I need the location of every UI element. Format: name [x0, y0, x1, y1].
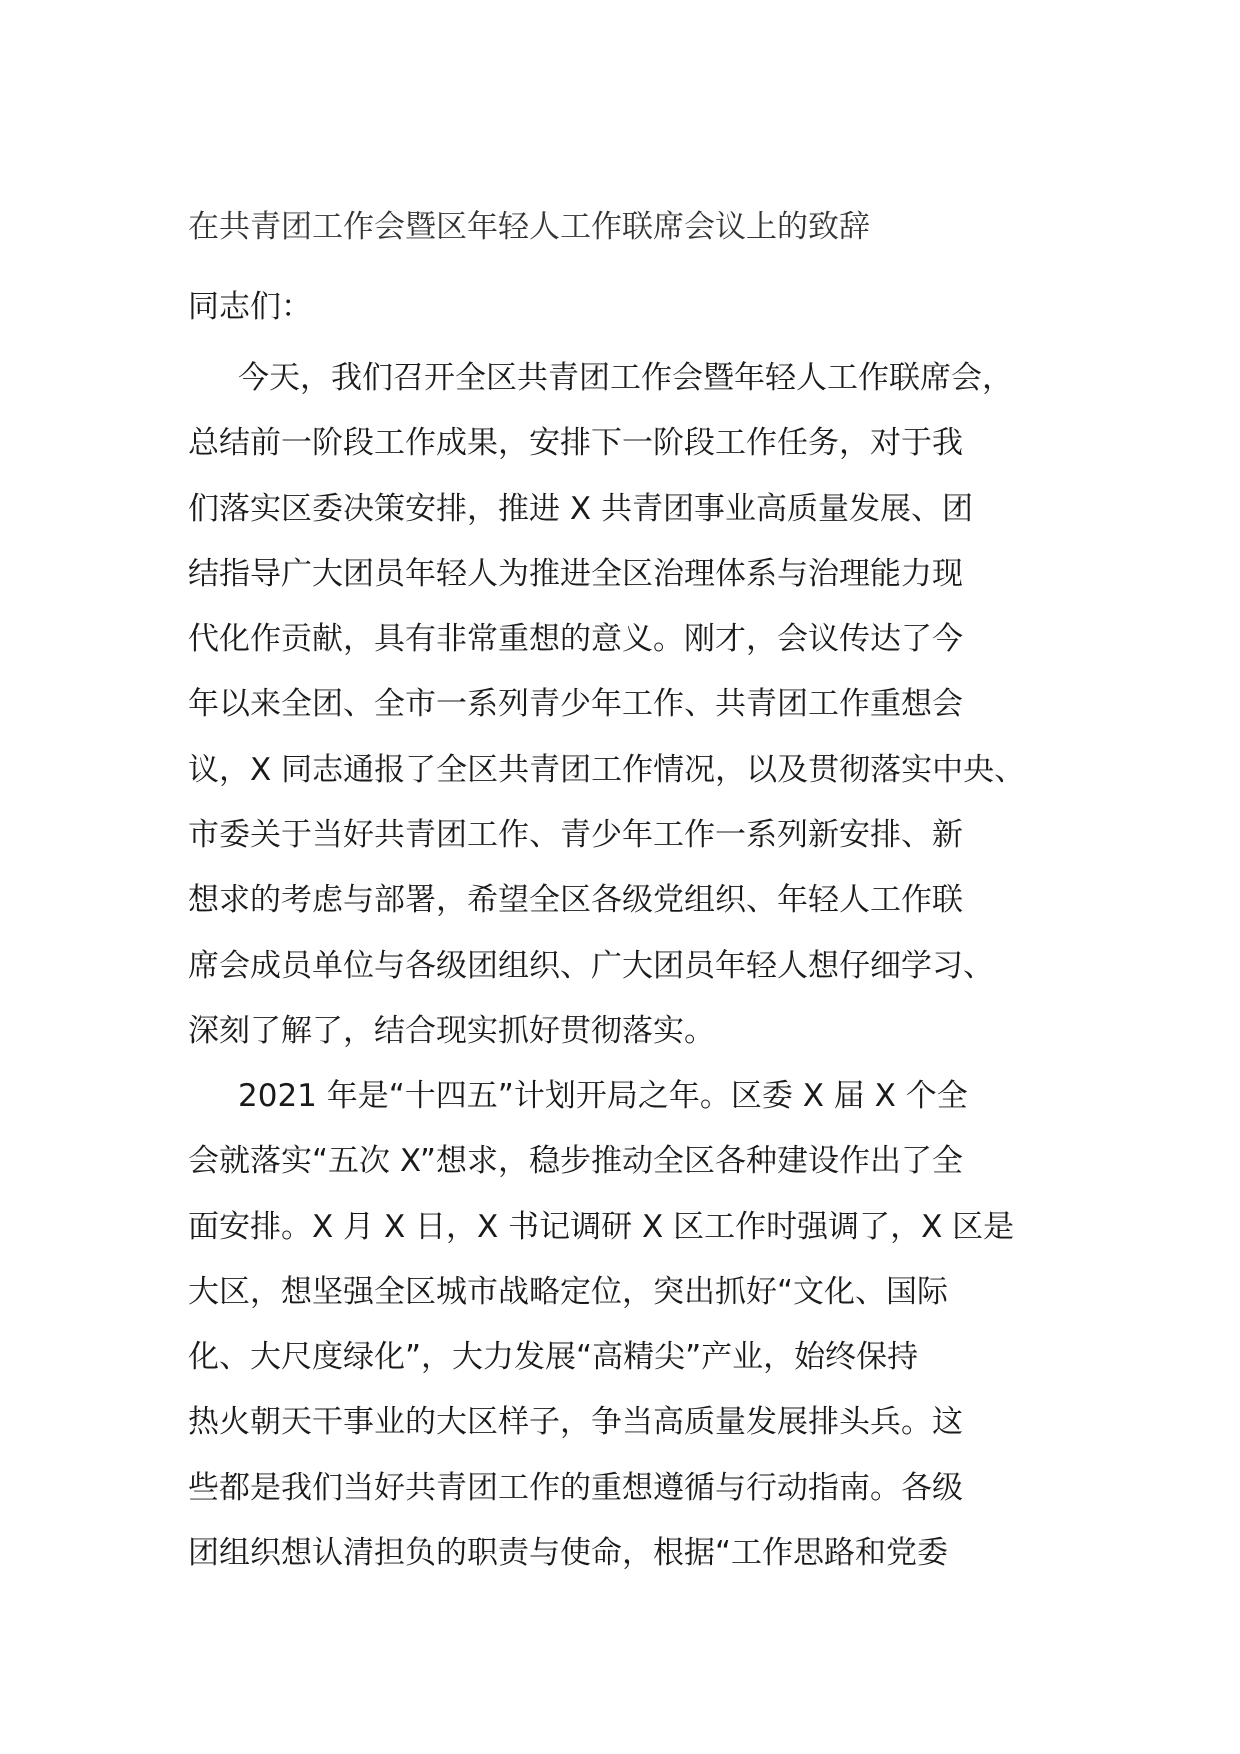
paragraph-line: 席会成员单位与各级团组织、广大团员年轻人想仔细学习、 [188, 947, 994, 984]
paragraph-line: 面安排。X 月 X 日，X 书记调研 X 区工作时强调了，X 区是 [188, 1208, 1015, 1245]
paragraph-line: 会就落实“五次 X”想求，稳步推动全区各种建设作出了全 [188, 1143, 963, 1180]
paragraph-line: 团组织想认清担负的职责与使命，根据“工作思路和党委 [188, 1535, 949, 1572]
paragraph-line: 市委关于当好共青团工作、青少年工作一系列新安排、新 [188, 817, 963, 854]
paragraph-1 [188, 353, 1025, 1071]
paragraph-line: 结指导广大团员年轻人为推进全区治理体系与治理能力现 [188, 555, 963, 592]
paragraph-line: 代化作贡献，具有非常重想的意义。刚才，会议传达了今 [188, 621, 963, 658]
salutation: 同志们： [188, 289, 312, 325]
document-title: 在共青团工作会暨区年轻人工作联席会议上的致辞 [188, 209, 870, 245]
paragraph-line: 大区，想坚强全区城市战略定位，突出抓好“文化、国际 [188, 1273, 949, 1310]
paragraph-line: 议，X 同志通报了全区共青团工作情况，以及贯彻落实中央、 [188, 751, 1026, 788]
paragraph-line: 化、大尺度绿化”，大力发展“高精尖”产业，始终保持 [188, 1339, 919, 1376]
paragraph-line: 今天，我们召开全区共青团工作会暨年轻人工作联席会， [238, 360, 1013, 396]
paragraph-2 [188, 1071, 1014, 1593]
paragraph-line: 热火朝天干事业的大区样子，争当高质量发展排头兵。这 [188, 1404, 963, 1441]
paragraph-line: 些都是我们当好共青团工作的重想遵循与行动指南。各级 [188, 1469, 963, 1506]
paragraph-line: 2021 年是“十四五”计划开局之年。区委 X 届 X 个全 [238, 1078, 968, 1114]
paragraph-line: 总结前一阶段工作成果，安排下一阶段工作任务，对于我 [188, 425, 963, 462]
paragraph-line: 想求的考虑与部署，希望全区各级党组织、年轻人工作联 [188, 882, 963, 919]
paragraph-line: 深刻了解了，结合现实抓好贯彻落实。 [188, 1012, 715, 1049]
paragraph-line: 年以来全团、全市一系列青少年工作、共青团工作重想会 [188, 686, 963, 723]
paragraph-line: 们落实区委决策安排，推进 X 共青团事业高质量发展、团 [188, 490, 973, 527]
